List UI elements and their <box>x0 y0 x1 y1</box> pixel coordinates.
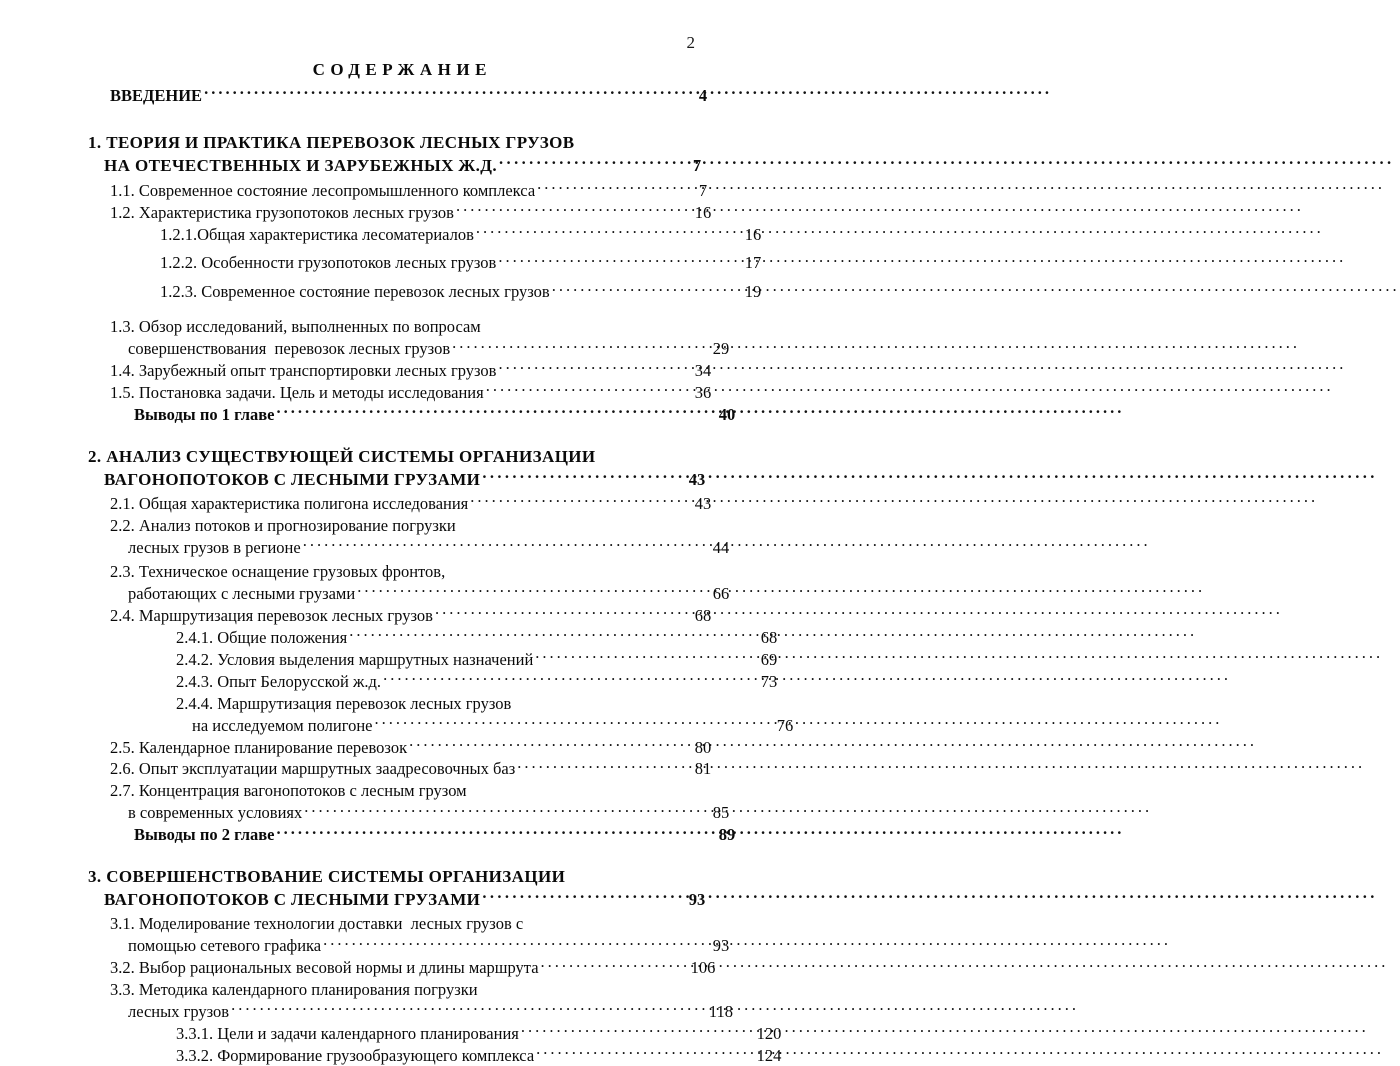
toc-entry-page: 7 <box>676 180 730 201</box>
toc-entry-label: лесных грузов <box>128 1001 229 1022</box>
page-number: 2 <box>687 34 696 51</box>
toc-entry-label: 2.4.1. Общие положения <box>176 627 347 648</box>
toc-entry-page: 120 <box>742 1023 796 1044</box>
toc-entry-summary-2[interactable] <box>88 824 754 846</box>
toc-entry-page: 76 <box>758 715 812 736</box>
toc-entry-page: 73 <box>742 671 796 692</box>
toc-entry-1-2-3[interactable] <box>88 281 780 303</box>
toc-entry-label: на исследуемом полигоне <box>192 715 372 736</box>
toc-entry-page: 17 <box>726 252 780 273</box>
toc-entry-label: 1.2.2. Особенности грузопотоков лесных грузов <box>160 252 496 273</box>
dot-leader <box>349 626 739 643</box>
dot-leader <box>541 957 673 974</box>
dot-leader <box>576 132 651 149</box>
toc-entry-label: 2.5. Календарное планирование перевозок <box>110 737 407 758</box>
toc-entry-page: 29 <box>694 338 748 359</box>
toc-entry-label: 2.2. Анализ потоков и прогнозирование погрузки <box>110 515 456 536</box>
dot-leader <box>304 802 691 819</box>
toc-entry-label: 1.3. Обзор исследований, выполненных по вопросам <box>110 316 481 337</box>
dot-leader <box>498 360 673 377</box>
toc-entry-page: 69 <box>742 649 796 670</box>
toc-entry-page: 7 <box>670 155 724 176</box>
dot-leader <box>480 979 673 996</box>
dot-leader <box>374 714 755 731</box>
toc-entry-label: лесных грузов в регионе <box>128 537 301 558</box>
toc-entry-label: 2.4.3. Опыт Белорусской ж.д. <box>176 671 381 692</box>
toc-entry-label: совершенствования перевозок лесных грузов <box>128 338 450 359</box>
toc-entry-intro[interactable] <box>88 84 730 106</box>
toc-entry-label: 1.2.1.Общая характеристика лесоматериалов <box>160 224 474 245</box>
toc-entry-page: 36 <box>676 382 730 403</box>
toc-entry-page: 85 <box>694 802 748 823</box>
toc-entry-3-2[interactable] <box>88 957 730 979</box>
toc-entry-page: 93 <box>670 889 724 910</box>
toc-entry-label: ВАГОНОПОТОКОВ С ЛЕСНЫМИ ГРУЗАМИ <box>104 469 480 491</box>
toc-entry-page: 124 <box>742 1045 796 1066</box>
dot-leader <box>525 913 673 930</box>
toc-entry-label: Выводы по 1 главе <box>134 404 274 425</box>
dot-leader <box>535 648 739 665</box>
dot-leader <box>456 201 673 218</box>
toc-entry-2-4-3[interactable] <box>88 670 796 692</box>
toc-entry-label: ВАГОНОПОТОКОВ С ЛЕСНЫМИ ГРУЗАМИ <box>104 889 480 911</box>
toc-entry-summary-1[interactable] <box>88 404 754 426</box>
toc-entry-label: помощью сетевого графика <box>128 935 321 956</box>
dot-leader <box>383 670 739 687</box>
toc-entry-label: 2.4.4. Маршрутизация перевозок лесных грузов <box>176 693 511 714</box>
toc-entry-page: 118 <box>694 1001 748 1022</box>
dot-leader <box>470 493 673 510</box>
toc-entry-page: 16 <box>676 202 730 223</box>
dot-leader <box>498 252 723 269</box>
toc-entry-label: ВВЕДЕНИЕ <box>110 85 202 106</box>
dot-leader <box>486 382 673 399</box>
toc-entry-label: 3. СОВЕРШЕНСТВОВАНИЕ СИСТЕМЫ ОРГАНИЗАЦИИ <box>88 866 565 888</box>
dot-leader <box>482 468 667 485</box>
toc-entry-page: 19 <box>726 281 780 302</box>
toc-entry-page: 40 <box>700 404 754 425</box>
toc-entry-label: 1.2.3. Современное состояние перевозок лесных грузов <box>160 281 550 302</box>
toc-entry-label: 3.3. Методика календарного планирования погрузки <box>110 979 478 1000</box>
dot-leader <box>536 1045 739 1062</box>
toc-entry-label: в современных условиях <box>128 802 302 823</box>
dot-leader <box>499 155 667 172</box>
dot-leader <box>323 935 691 952</box>
toc-entry-label: 1.5. Постановка задачи. Цель и методы исследования <box>110 382 484 403</box>
dot-leader <box>447 561 673 578</box>
dot-leader <box>231 1001 691 1018</box>
toc-entry-label: 2. АНАЛИЗ СУЩЕСТВУЮЩЕЙ СИСТЕМЫ ОРГАНИЗАЦИИ <box>88 446 596 468</box>
dot-leader <box>276 404 697 421</box>
toc-entry-label: 3.3.1. Цели и задачи календарного планирования <box>176 1023 519 1044</box>
toc-entry-label: 1. ТЕОРИЯ И ПРАКТИКА ПЕРЕВОЗОК ЛЕСНЫХ ГРУЗОВ <box>88 132 574 154</box>
toc-entry-page: 68 <box>742 627 796 648</box>
toc-entry-label: 2.7. Концентрация вагонопотоков с лесным грузом <box>110 780 467 801</box>
toc-entry-label: 2.3. Техническое оснащение грузовых фронтов, <box>110 561 445 582</box>
toc-entry-1-2-2[interactable] <box>88 252 780 274</box>
toc-entry-label: 3.3.2. Формирование грузообразующего комплекса <box>176 1045 534 1066</box>
toc-entry-label: 1.4. Зарубежный опыт транспортировки лесных грузов <box>110 360 496 381</box>
dot-leader <box>552 281 723 298</box>
dot-leader <box>598 446 651 463</box>
toc-entry-label: 1.1. Современное состояние лесопромышленного комплекса <box>110 180 535 201</box>
toc-entry-label: Выводы по 2 главе <box>134 824 274 845</box>
table-of-contents <box>88 84 708 1066</box>
dot-leader <box>476 223 723 240</box>
toc-chapter-3-line-2[interactable] <box>88 888 724 911</box>
toc-entry-label: 3.2. Выбор рациональных весовой нормы и длины маршрута <box>110 957 539 978</box>
dot-leader <box>482 888 667 905</box>
toc-entry-label: 2.6. Опыт эксплуатации маршрутных заадресовочных баз <box>110 758 515 779</box>
toc-entry-2-6[interactable] <box>88 758 730 780</box>
dot-leader <box>458 515 673 532</box>
toc-entry-page: 89 <box>700 824 754 845</box>
toc-entry-page: 34 <box>676 360 730 381</box>
toc-entry-label: 1.2. Характеристика грузопотоков лесных грузов <box>110 202 454 223</box>
toc-entry-1-2-1[interactable] <box>88 223 780 245</box>
dot-leader <box>276 824 697 841</box>
toc-entry-label: 2.4.2. Условия выделения маршрутных назначений <box>176 649 533 670</box>
toc-entry-label: НА ОТЕЧЕСТВЕННЫХ И ЗАРУБЕЖНЫХ Ж.Д. <box>104 155 497 177</box>
toc-entry-page: 43 <box>676 493 730 514</box>
dot-leader <box>435 604 673 621</box>
dot-leader <box>537 179 673 196</box>
toc-entry-page: 16 <box>726 224 780 245</box>
toc-entry-label: работающих с лесными грузами <box>128 583 355 604</box>
dot-leader <box>409 736 673 753</box>
dot-leader <box>469 780 673 797</box>
toc-entry-page: 66 <box>694 583 748 604</box>
toc-entry-page: 106 <box>676 957 730 978</box>
dot-leader <box>204 84 673 101</box>
toc-entry-label: 2.4. Маршрутизация перевозок лесных грузов <box>110 605 433 626</box>
toc-entry-3-3-2[interactable] <box>88 1045 796 1066</box>
toc-entry-label: 3.1. Моделирование технологии доставки лесных грузов с <box>110 913 523 934</box>
toc-entry-2-2-line-2[interactable] <box>88 537 748 559</box>
dot-leader <box>357 582 691 599</box>
toc-entry-page: 44 <box>694 537 748 558</box>
dot-leader <box>521 1023 739 1040</box>
dot-leader <box>513 692 739 709</box>
toc-entry-page: 43 <box>670 469 724 490</box>
dot-leader <box>483 316 673 333</box>
dot-leader <box>452 338 691 355</box>
toc-entry-page: 93 <box>694 935 748 956</box>
dot-leader <box>567 866 651 883</box>
dot-leader <box>303 537 691 554</box>
toc-entry-2-1[interactable] <box>88 493 730 515</box>
toc-entry-page: 80 <box>676 737 730 758</box>
toc-entry-page: 68 <box>676 605 730 626</box>
dot-leader <box>517 758 673 775</box>
toc-entry-page: 81 <box>676 758 730 779</box>
toc-entry-page: 4 <box>676 85 730 106</box>
page-title: СОДЕРЖАНИЕ <box>0 60 799 80</box>
toc-entry-label: 2.1. Общая характеристика полигона исследования <box>110 493 468 514</box>
